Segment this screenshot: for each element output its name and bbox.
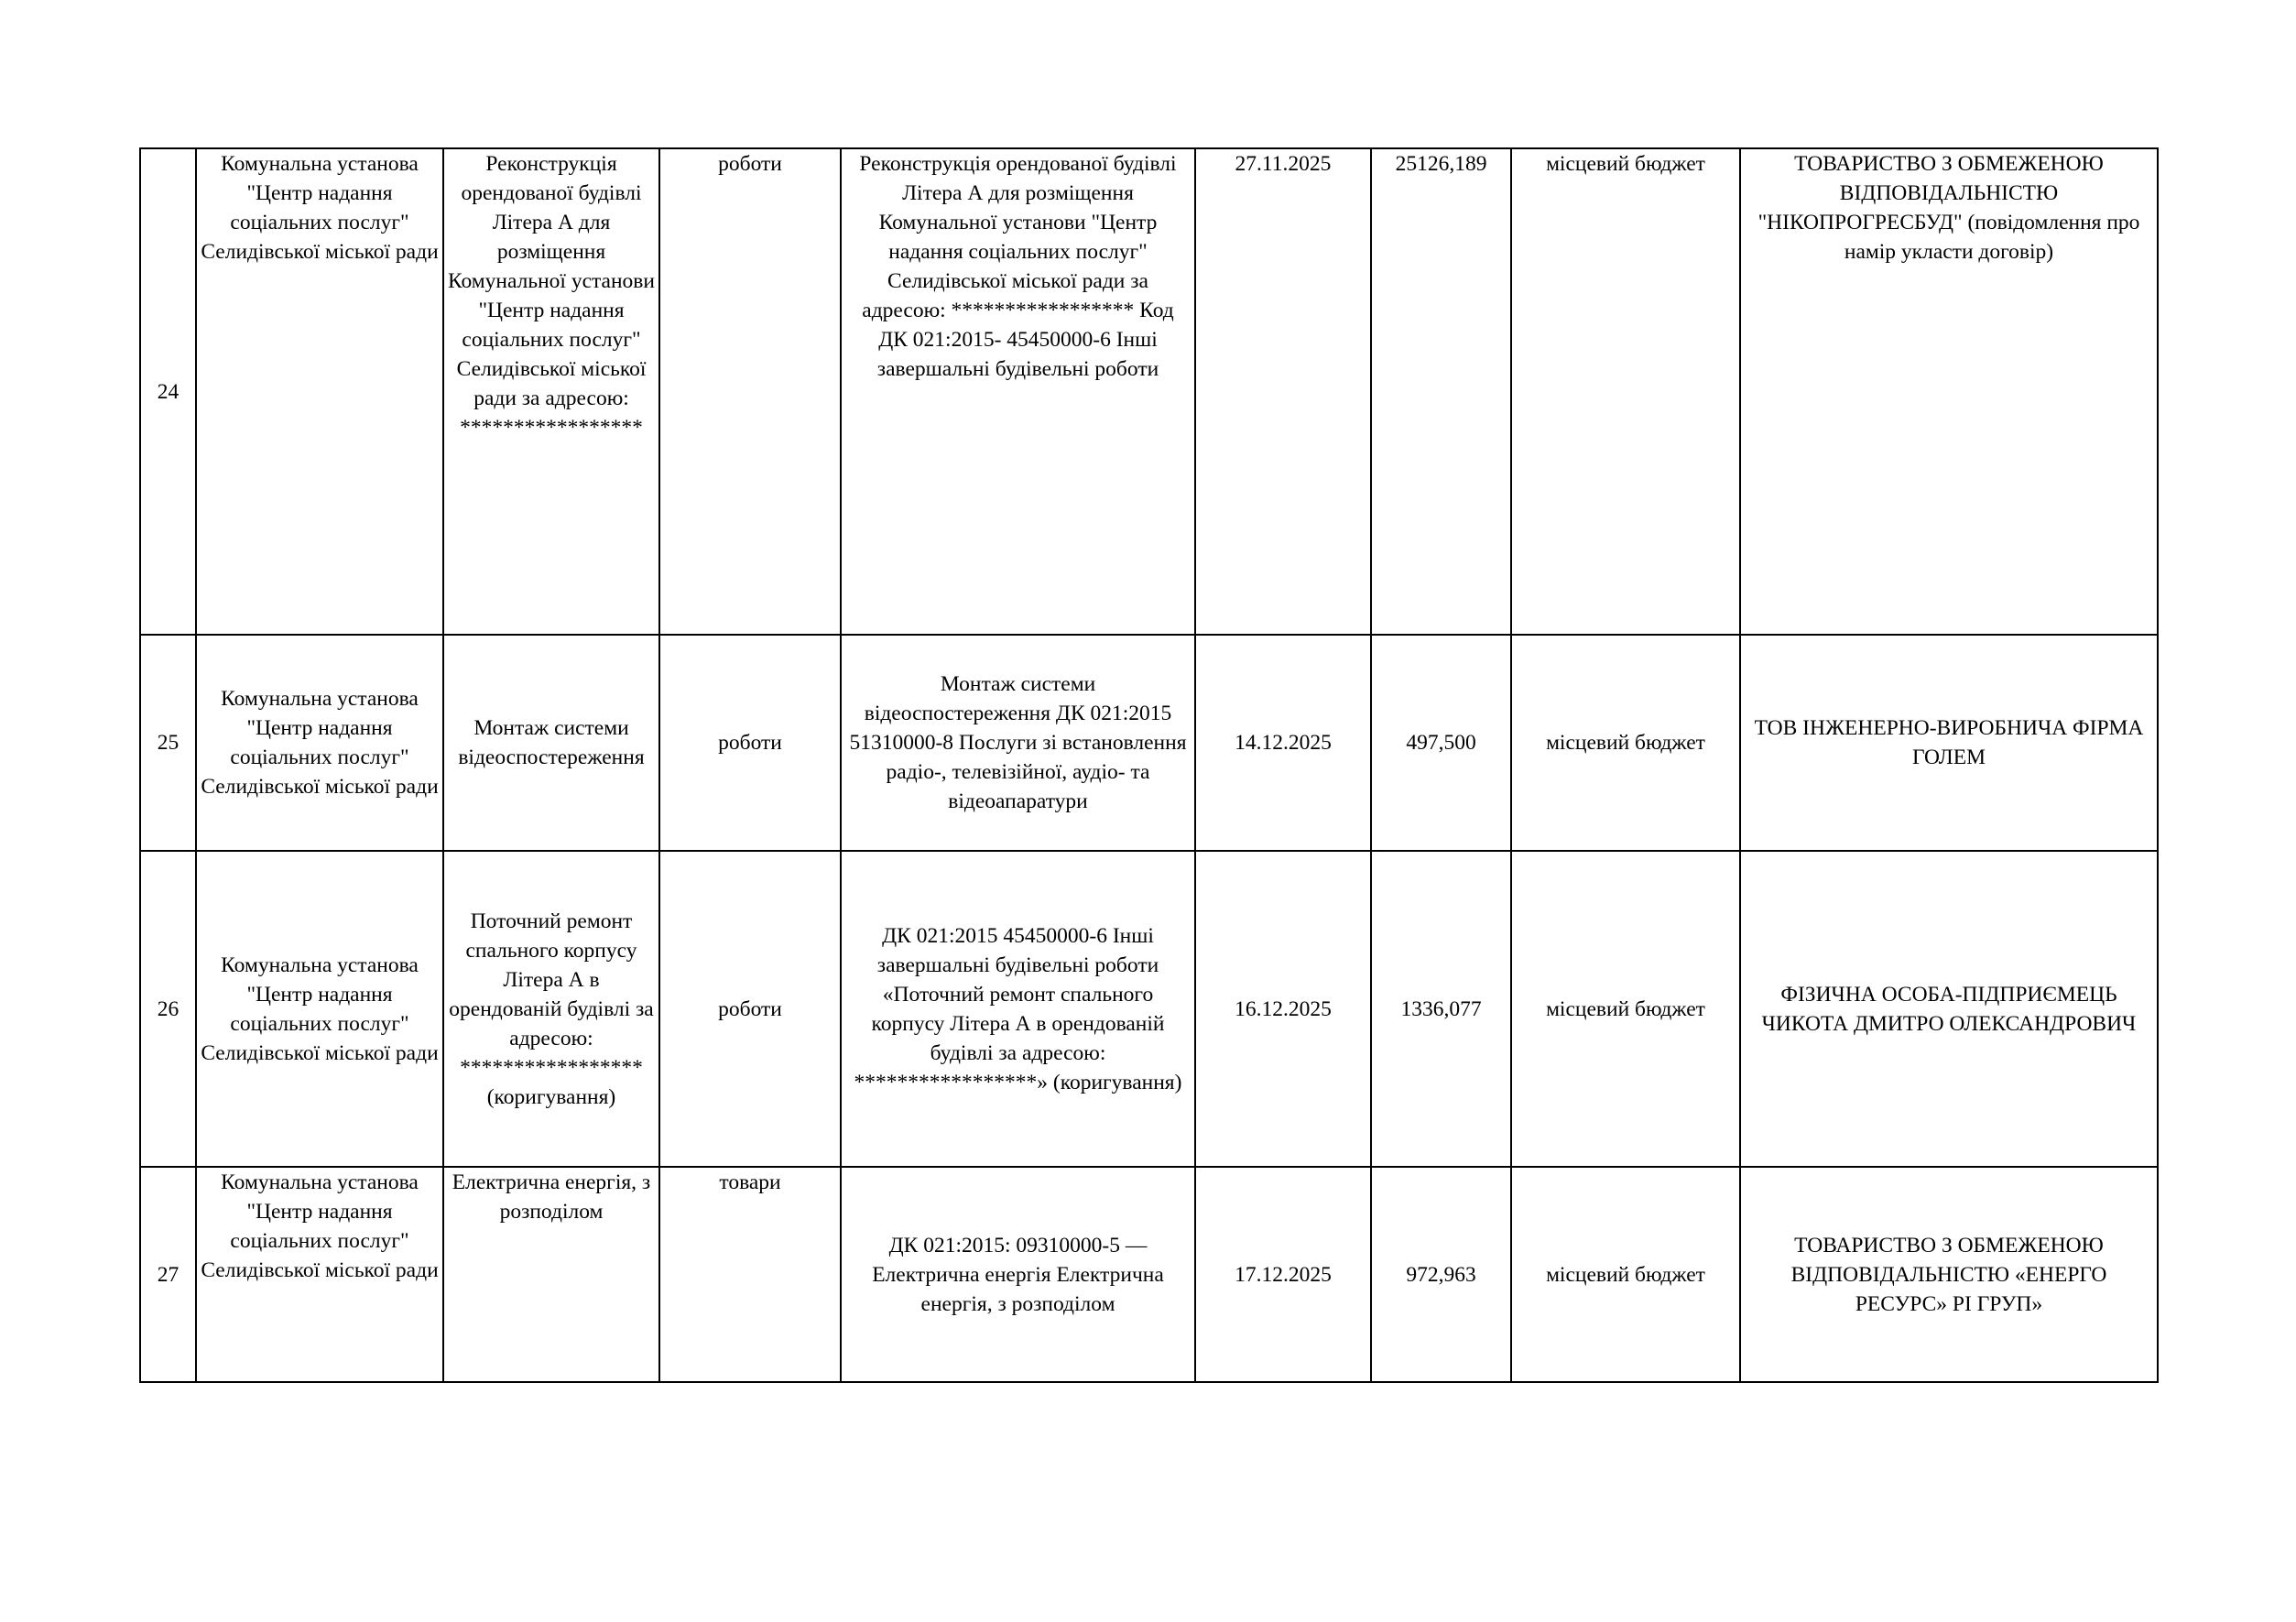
customer-cell: Комунальна установа "Центр надання соціальних послуг" Селидівської міської ради [196,635,443,851]
procurement-type-cell: роботи [659,148,841,635]
subject-cell: Поточний ремонт спального корпусу Літера А в орендованій будівлі за адресою: ***************** (коригування) [443,851,659,1167]
procurement-type-cell: роботи [659,635,841,851]
table-row [140,635,2158,851]
funding-source-cell: місцевий бюджет [1511,148,1740,635]
subject-cell: Електрична енергія, з розподілом [443,1167,659,1382]
date-cell: 17.12.2025 [1195,1167,1371,1382]
customer-cell: Комунальна установа "Центр надання соціальних послуг" Селидівської міської ради [196,1167,443,1382]
amount-cell: 497,500 [1371,635,1511,851]
row-number: 27 [140,1167,196,1382]
date-cell: 16.12.2025 [1195,851,1371,1167]
amount-cell: 972,963 [1371,1167,1511,1382]
description-cell: Монтаж системи відеоспостереження ДК 021:2015 51310000-8 Послуги зі встановлення радіо-, телевізійної, аудіо- та відеоапаратури [841,635,1195,851]
description-cell: ДК 021:2015: 09310000-5 — Електрична енергія Електрична енергія, з розподілом [841,1167,1195,1382]
table-row [140,1167,2158,1382]
subject-cell: Монтаж системи відеоспостереження [443,635,659,851]
row-number: 25 [140,635,196,851]
amount-cell: 25126,189 [1371,148,1511,635]
date-cell: 27.11.2025 [1195,148,1371,635]
table-row [140,851,2158,1167]
procurement-type-cell: роботи [659,851,841,1167]
amount-cell: 1336,077 [1371,851,1511,1167]
customer-cell: Комунальна установа "Центр надання соціальних послуг" Селидівської міської ради [196,148,443,635]
supplier-cell: ТОВАРИСТВО З ОБМЕЖЕНОЮ ВІДПОВІДАЛЬНІСТЮ "НІКОПРОГРЕСБУД" (повідомлення про намір укласти договір) [1740,148,2158,635]
row-number: 24 [140,148,196,635]
description-cell: ДК 021:2015 45450000-6 Інші завершальні будівельні роботи «Поточний ремонт спального корпусу Літера А в орендованій будівлі за адресою: *****************» (коригування) [841,851,1195,1167]
procurement-table [139,147,2159,1383]
funding-source-cell: місцевий бюджет [1511,1167,1740,1382]
description-cell: Реконструкція орендованої будівлі Літера А для розміщення Комунальної установи "Центр надання соціальних послуг" Селидівської міської ради за адресою: ***************** Код ДК 021:2015- 45450000-6 Інші завершальні будівельні роботи [841,148,1195,635]
funding-source-cell: місцевий бюджет [1511,851,1740,1167]
subject-cell: Реконструкція орендованої будівлі Літера А для розміщення Комунальної установи "Центр надання соціальних послуг" Селидівської міської ради за адресою: ***************** [443,148,659,635]
supplier-cell: ФІЗИЧНА ОСОБА-ПІДПРИЄМЕЦЬ ЧИКОТА ДМИТРО ОЛЕКСАНДРОВИЧ [1740,851,2158,1167]
date-cell: 14.12.2025 [1195,635,1371,851]
funding-source-cell: місцевий бюджет [1511,635,1740,851]
supplier-cell: ТОВ ІНЖЕНЕРНО-ВИРОБНИЧА ФІРМА ГОЛЕМ [1740,635,2158,851]
supplier-cell: ТОВАРИСТВО З ОБМЕЖЕНОЮ ВІДПОВІДАЛЬНІСТЮ «ЕНЕРГО РЕСУРС» РІ ГРУП» [1740,1167,2158,1382]
customer-cell: Комунальна установа "Центр надання соціальних послуг" Селидівської міської ради [196,851,443,1167]
procurement-type-cell: товари [659,1167,841,1382]
row-number: 26 [140,851,196,1167]
table-row [140,148,2158,635]
